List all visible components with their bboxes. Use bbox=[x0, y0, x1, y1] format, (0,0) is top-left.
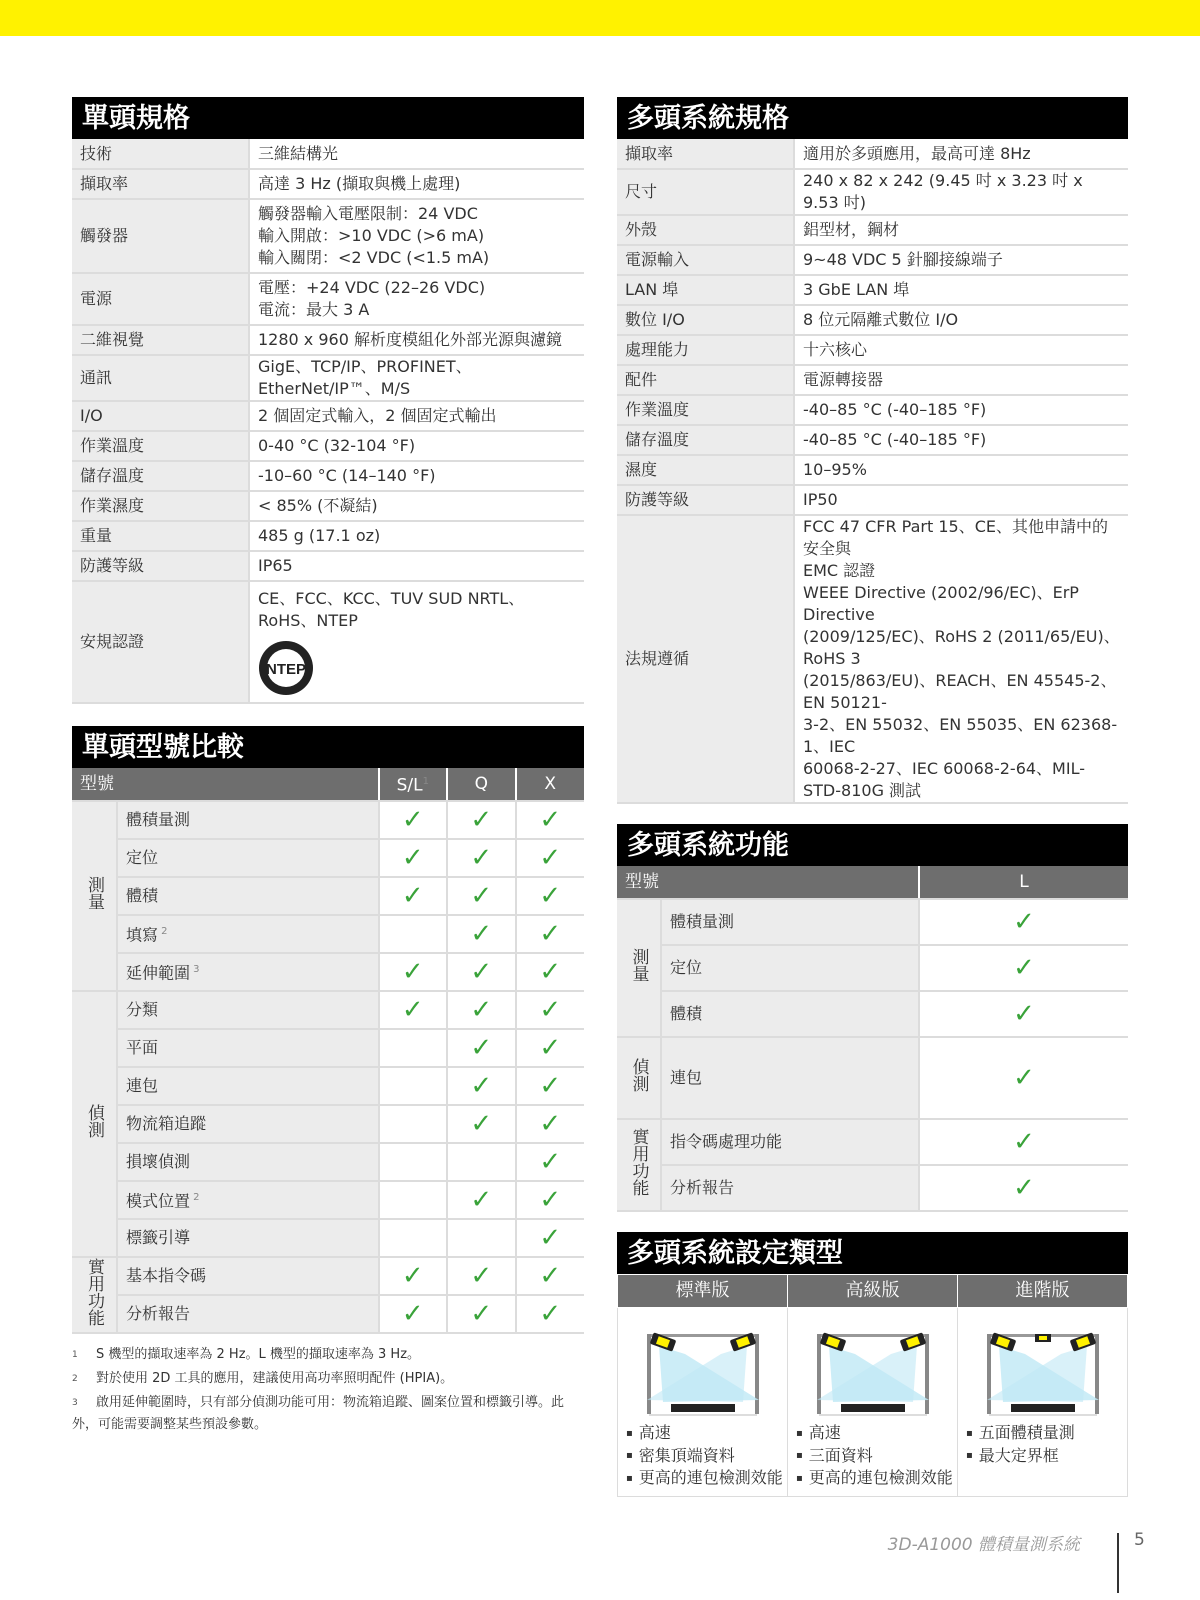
spec-row bbox=[72, 551, 584, 581]
spec-row bbox=[617, 335, 1128, 365]
spec-label: 電源輸入 bbox=[617, 245, 794, 275]
spec-label: 作業濕度 bbox=[72, 491, 249, 521]
spec-value bbox=[249, 325, 584, 355]
footnote-text: S 機型的擷取速率為 2 Hz。L 機型的擷取速率為 3 Hz。 bbox=[96, 1347, 421, 1362]
right-column bbox=[617, 97, 1128, 1497]
spec-row bbox=[72, 139, 584, 169]
check-icon: ✓ bbox=[919, 1119, 1128, 1165]
footnote-ref: 2 bbox=[189, 1192, 200, 1204]
feature-label: 體積 bbox=[661, 991, 919, 1037]
feature-text: 體積量測 bbox=[125, 810, 190, 829]
spec-value-line: 3-2、EN 55032、EN 55035、EN 62368-1、IEC bbox=[803, 715, 1118, 756]
compare-row bbox=[72, 801, 584, 839]
col-x: X bbox=[516, 768, 585, 801]
spec-value-line: 電源轉接器 bbox=[803, 370, 884, 389]
spec-value bbox=[794, 425, 1128, 455]
spec-value bbox=[249, 551, 584, 581]
type-bullet: ▪ 更高的連包檢測效能 bbox=[810, 1467, 957, 1490]
feature-row bbox=[617, 1037, 1128, 1119]
spec-label: 安規認證 bbox=[72, 581, 249, 703]
spec-value-line: 適用於多頭應用，最高可達 8Hz bbox=[803, 143, 1031, 163]
feature-text: 分析報告 bbox=[125, 1304, 190, 1323]
spec-label: 通訊 bbox=[72, 355, 249, 401]
type-bullet: ▪ 三面資料 bbox=[810, 1445, 957, 1468]
empty-cell bbox=[447, 1219, 515, 1257]
type-standard: 標準版 bbox=[618, 1275, 788, 1308]
spec-label: 技術 bbox=[72, 139, 249, 169]
feature-label bbox=[117, 877, 379, 915]
check-icon: ✓ bbox=[516, 801, 585, 839]
empty-cell bbox=[379, 1105, 447, 1143]
group-label-偵測 bbox=[617, 1037, 661, 1119]
footer-divider bbox=[1117, 1533, 1119, 1593]
feature-row bbox=[617, 945, 1128, 991]
spec-row bbox=[72, 199, 584, 273]
footnote-ref: 3 bbox=[189, 964, 200, 976]
left-column bbox=[72, 97, 584, 1438]
empty-cell bbox=[379, 1181, 447, 1219]
spec-value-line: -40–85 °C (-40–185 °F) bbox=[803, 430, 987, 449]
feature-label bbox=[117, 1181, 379, 1219]
group-label-測量 bbox=[617, 899, 661, 1037]
spec-row-cert bbox=[72, 581, 584, 703]
feature-label: 體積量測 bbox=[661, 899, 919, 945]
feature-text: 延伸範圍 bbox=[125, 963, 190, 983]
spec-value-line: 1280 x 960 解析度模組化外部光源與濾鏡 bbox=[258, 330, 562, 349]
spec-label: LAN 埠 bbox=[617, 275, 794, 305]
check-icon: ✓ bbox=[516, 1143, 585, 1181]
type-bullet: ▪ 高速 bbox=[640, 1422, 787, 1445]
feature-label: 定位 bbox=[661, 945, 919, 991]
spec-row bbox=[617, 139, 1128, 169]
spec-value bbox=[794, 215, 1128, 245]
group-label-text: 實用功能 bbox=[83, 1258, 104, 1326]
compare-row bbox=[72, 1295, 584, 1333]
check-icon: ✓ bbox=[516, 953, 585, 991]
check-icon: ✓ bbox=[379, 839, 447, 877]
check-icon: ✓ bbox=[447, 1257, 515, 1295]
spec-value-line: WEEE Directive (2002/96/EC)、ErP Directive bbox=[803, 583, 1079, 624]
spec-row bbox=[72, 169, 584, 199]
check-icon: ✓ bbox=[447, 991, 515, 1029]
feature-label bbox=[117, 839, 379, 877]
scanner-setup-diagram-icon bbox=[789, 1320, 957, 1420]
spec-value-line: 3 GbE LAN 埠 bbox=[803, 280, 910, 299]
feature-text: 填寫 bbox=[125, 925, 158, 945]
compare-row bbox=[72, 839, 584, 877]
feature-text: 分類 bbox=[125, 1000, 158, 1019]
feature-label: 連包 bbox=[661, 1037, 919, 1119]
spec-row bbox=[72, 431, 584, 461]
check-icon: ✓ bbox=[919, 945, 1128, 991]
compare-row bbox=[72, 1257, 584, 1295]
type-cell bbox=[788, 1308, 958, 1497]
top-accent-bar bbox=[0, 0, 1200, 36]
spec-label: 防護等級 bbox=[617, 485, 794, 515]
type-bullet: ▪ 五面體積量測 bbox=[980, 1422, 1127, 1445]
spec-label: 觸發器 bbox=[72, 199, 249, 273]
spec-value-line: FCC 47 CFR Part 15、CE、其他申請中的安全與 bbox=[803, 517, 1108, 558]
check-icon: ✓ bbox=[919, 1037, 1128, 1119]
footnote-ref: 2 bbox=[157, 926, 168, 938]
spec-value-line: 鋁型材，鋼材 bbox=[803, 220, 900, 239]
spec-value-line: 2 個固定式輸入，2 個固定式輸出 bbox=[258, 406, 497, 425]
check-icon: ✓ bbox=[516, 1219, 585, 1257]
footnotes bbox=[72, 1344, 584, 1436]
spec-value bbox=[794, 139, 1128, 169]
footnote-number: 1 bbox=[72, 1350, 78, 1360]
feature-text: 定位 bbox=[125, 848, 158, 867]
spec-value-line: 0-40 °C (32-104 °F) bbox=[258, 436, 416, 455]
check-icon: ✓ bbox=[379, 991, 447, 1029]
spec-row bbox=[617, 395, 1128, 425]
spec-label: 電源 bbox=[72, 273, 249, 325]
multi-features-title: 多頭系統功能 bbox=[617, 824, 1128, 866]
check-icon: ✓ bbox=[447, 953, 515, 991]
spec-row bbox=[617, 515, 1128, 803]
type-bullet: ▪ 密集頂端資料 bbox=[640, 1445, 787, 1468]
compare-row bbox=[72, 1029, 584, 1067]
spec-value-line: EMC 認證 bbox=[803, 561, 876, 580]
spec-value bbox=[794, 335, 1128, 365]
spec-value bbox=[249, 273, 584, 325]
col-q: Q bbox=[447, 768, 515, 801]
group-label-偵測 bbox=[72, 991, 117, 1257]
spec-label: 防護等級 bbox=[72, 551, 249, 581]
feature-text: 連包 bbox=[125, 1076, 158, 1095]
spec-value bbox=[794, 169, 1128, 215]
feature-row bbox=[617, 1119, 1128, 1165]
feature-label bbox=[117, 1143, 379, 1181]
check-icon: ✓ bbox=[447, 1181, 515, 1219]
feature-label bbox=[117, 953, 379, 991]
single-spec-title: 單頭規格 bbox=[72, 97, 584, 139]
empty-cell bbox=[379, 1067, 447, 1105]
check-icon: ✓ bbox=[516, 915, 585, 953]
spec-value bbox=[249, 355, 584, 401]
feature-text: 物流箱追蹤 bbox=[125, 1114, 206, 1133]
footnote-number: 2 bbox=[72, 1374, 78, 1384]
spec-row bbox=[617, 485, 1128, 515]
spec-row bbox=[72, 491, 584, 521]
spec-value-line: IP65 bbox=[258, 556, 293, 575]
check-icon: ✓ bbox=[919, 899, 1128, 945]
multi-types-title: 多頭系統設定類型 bbox=[617, 1232, 1128, 1274]
spec-value bbox=[249, 139, 584, 169]
group-label-測量 bbox=[72, 801, 117, 991]
model-label: 型號 bbox=[72, 768, 379, 801]
check-icon: ✓ bbox=[379, 953, 447, 991]
feature-row bbox=[617, 1165, 1128, 1211]
spec-label: 擷取率 bbox=[72, 169, 249, 199]
spec-label: 濕度 bbox=[617, 455, 794, 485]
spec-value-line: 60068-2-27、IEC 60068-2-64、MIL-STD-810G 測試 bbox=[803, 759, 1085, 800]
spec-value bbox=[249, 461, 584, 491]
spec-value-line: 高達 3 Hz (擷取與機上處理) bbox=[258, 174, 461, 193]
multi-features-table bbox=[617, 866, 1128, 1212]
feature-row bbox=[617, 899, 1128, 945]
multi-types-table bbox=[617, 1274, 1128, 1497]
empty-cell bbox=[379, 1219, 447, 1257]
spec-value bbox=[249, 581, 584, 703]
spec-value bbox=[794, 395, 1128, 425]
check-icon: ✓ bbox=[447, 915, 515, 953]
scanner-setup-diagram-icon bbox=[619, 1320, 787, 1420]
spec-value-line: 輸入開啟：>10 VDC (>6 mA) bbox=[258, 226, 485, 245]
compare-row bbox=[72, 1143, 584, 1181]
type-bullet: ▪ 高速 bbox=[810, 1422, 957, 1445]
spec-value-line: 240 x 82 x 242 (9.45 吋 x 3.23 吋 x 9.53 吋) bbox=[803, 171, 1083, 212]
type-bullet: ▪ 最大定界框 bbox=[980, 1445, 1127, 1468]
check-icon: ✓ bbox=[379, 1295, 447, 1333]
spec-value-line: IP50 bbox=[803, 490, 838, 509]
spec-value bbox=[249, 199, 584, 273]
spec-row bbox=[617, 245, 1128, 275]
spec-label: 作業溫度 bbox=[72, 431, 249, 461]
scanner-setup-diagram-icon bbox=[959, 1320, 1127, 1420]
spec-row bbox=[617, 425, 1128, 455]
spec-label: 尺寸 bbox=[617, 169, 794, 215]
footnote bbox=[72, 1392, 584, 1436]
feature-text: 標籤引導 bbox=[125, 1228, 190, 1247]
spec-value-line: 485 g (17.1 oz) bbox=[258, 526, 381, 545]
feature-label bbox=[117, 1067, 379, 1105]
spec-label: 擷取率 bbox=[617, 139, 794, 169]
feature-label bbox=[117, 1295, 379, 1333]
type-bullet: ▪ 更高的連包檢測效能 bbox=[640, 1467, 787, 1490]
spec-row bbox=[617, 275, 1128, 305]
feature-label bbox=[117, 1105, 379, 1143]
type-premium: 高級版 bbox=[788, 1275, 958, 1308]
col-sl: $S/L^1$ bbox=[379, 768, 447, 801]
group-label-實用功能 bbox=[72, 1257, 117, 1333]
spec-value bbox=[249, 401, 584, 431]
compare-row bbox=[72, 877, 584, 915]
check-icon: ✓ bbox=[447, 1105, 515, 1143]
empty-cell bbox=[379, 915, 447, 953]
empty-cell bbox=[379, 1143, 447, 1181]
footnote bbox=[72, 1368, 584, 1390]
spec-row bbox=[617, 365, 1128, 395]
single-compare-table bbox=[72, 768, 584, 1334]
compare-row bbox=[72, 1181, 584, 1219]
feature-label bbox=[117, 1257, 379, 1295]
spec-value-line: GigE、TCP/IP、PROFINET、EtherNet/IP™、M/S bbox=[258, 357, 472, 398]
check-icon: ✓ bbox=[516, 1181, 585, 1219]
footer-doc-title: 3D-A1000 體積量測系統 bbox=[887, 1535, 1080, 1555]
check-icon: ✓ bbox=[447, 801, 515, 839]
spec-label: 數位 I/O bbox=[617, 305, 794, 335]
spec-value bbox=[249, 431, 584, 461]
col-l: L bbox=[919, 866, 1128, 899]
feature-row bbox=[617, 991, 1128, 1037]
check-icon: ✓ bbox=[919, 1165, 1128, 1211]
feature-label bbox=[117, 1219, 379, 1257]
spec-label: 作業溫度 bbox=[617, 395, 794, 425]
spec-label: 配件 bbox=[617, 365, 794, 395]
feature-label bbox=[117, 801, 379, 839]
spec-row bbox=[617, 455, 1128, 485]
spec-row bbox=[617, 215, 1128, 245]
spec-value-line: (2015/863/EU)、REACH、EN 45545-2、EN 50121- bbox=[803, 671, 1117, 712]
group-label-實用功能 bbox=[617, 1119, 661, 1211]
empty-cell bbox=[447, 1143, 515, 1181]
group-label-text: 偵測 bbox=[83, 1104, 104, 1138]
feature-label bbox=[117, 1029, 379, 1067]
spec-value bbox=[794, 365, 1128, 395]
spec-value bbox=[794, 275, 1128, 305]
compare-row bbox=[72, 1067, 584, 1105]
spec-label: 處理能力 bbox=[617, 335, 794, 365]
footnote-text: 啟用延伸範圍時，只有部分偵測功能可用：物流箱追蹤、圖案位置和標籤引導。此外，可能需要調整某些預設參數。 bbox=[72, 1395, 565, 1432]
spec-row bbox=[72, 461, 584, 491]
spec-label: 重量 bbox=[72, 521, 249, 551]
check-icon: ✓ bbox=[447, 1029, 515, 1067]
spec-label: I/O bbox=[72, 401, 249, 431]
spec-row bbox=[72, 325, 584, 355]
check-icon: ✓ bbox=[379, 1257, 447, 1295]
check-icon: ✓ bbox=[516, 839, 585, 877]
spec-row bbox=[617, 305, 1128, 335]
check-icon: ✓ bbox=[919, 991, 1128, 1037]
type-cell bbox=[618, 1308, 788, 1497]
group-label-text: 實用功能 bbox=[628, 1128, 649, 1196]
compare-row bbox=[72, 991, 584, 1029]
spec-value-line: -40–85 °C (-40–185 °F) bbox=[803, 400, 987, 419]
footnote-number: 3 bbox=[72, 1398, 78, 1408]
feature-text: 基本指令碼 bbox=[125, 1266, 206, 1285]
spec-value-line: 8 位元隔離式數位 I/O bbox=[803, 310, 959, 329]
check-icon: ✓ bbox=[516, 1257, 585, 1295]
spec-value bbox=[794, 305, 1128, 335]
spec-value bbox=[794, 245, 1128, 275]
check-icon: ✓ bbox=[379, 877, 447, 915]
page-number: 5 bbox=[1134, 1530, 1145, 1550]
spec-label: 二維視覺 bbox=[72, 325, 249, 355]
feature-text: 模式位置 bbox=[125, 1191, 190, 1211]
spec-value bbox=[249, 521, 584, 551]
ntep-seal-icon bbox=[258, 640, 314, 696]
spec-value bbox=[794, 485, 1128, 515]
check-icon: ✓ bbox=[516, 1105, 585, 1143]
type-cell bbox=[958, 1308, 1128, 1497]
spec-label: 法規遵循 bbox=[617, 515, 794, 803]
spec-row bbox=[72, 273, 584, 325]
type-bullets bbox=[618, 1422, 787, 1490]
spec-value-line: 電壓：+24 VDC (22–26 VDC) bbox=[258, 278, 486, 297]
compare-header-row bbox=[72, 768, 584, 801]
model-label: 型號 bbox=[617, 866, 919, 899]
check-icon: ✓ bbox=[516, 877, 585, 915]
check-icon: ✓ bbox=[379, 801, 447, 839]
group-label-text: 測量 bbox=[83, 876, 104, 910]
feature-label bbox=[117, 915, 379, 953]
check-icon: ✓ bbox=[447, 1295, 515, 1333]
feature-text: 平面 bbox=[125, 1038, 158, 1057]
spec-value bbox=[249, 169, 584, 199]
compare-row bbox=[72, 1105, 584, 1143]
single-spec-table bbox=[72, 139, 584, 704]
spec-value-line: (2009/125/EC)、RoHS 2 (2011/65/EU)、RoHS 3 bbox=[803, 627, 1120, 668]
group-label-text: 偵測 bbox=[628, 1058, 649, 1092]
type-bullets bbox=[788, 1422, 957, 1490]
check-icon: ✓ bbox=[447, 839, 515, 877]
spec-label: 外殼 bbox=[617, 215, 794, 245]
type-advanced: 進階版 bbox=[958, 1275, 1128, 1308]
spec-value-line: -10–60 °C (14–140 °F) bbox=[258, 466, 436, 485]
feature-text: 體積 bbox=[125, 886, 158, 905]
check-icon: ✓ bbox=[516, 991, 585, 1029]
multi-spec-title: 多頭系統規格 bbox=[617, 97, 1128, 139]
spec-value-line: 9~48 VDC 5 針腳接線端子 bbox=[803, 250, 1003, 269]
spec-value-line: 電流：最大 3 A bbox=[258, 300, 370, 319]
spec-value-line: 觸發器輸入電壓限制：24 VDC bbox=[258, 204, 478, 223]
empty-cell bbox=[379, 1029, 447, 1067]
compare-row bbox=[72, 1219, 584, 1257]
cert-value: CE、FCC、KCC、TUV SUD NRTL、RoHS、NTEP bbox=[258, 589, 525, 630]
multi-spec-table bbox=[617, 139, 1128, 804]
spec-row bbox=[72, 401, 584, 431]
feature-label: 指令碼處理功能 bbox=[661, 1119, 919, 1165]
svg-text:NTEP: NTEP bbox=[265, 661, 307, 678]
single-compare-title: 單頭型號比較 bbox=[72, 726, 584, 768]
feature-label bbox=[117, 991, 379, 1029]
check-icon: ✓ bbox=[447, 877, 515, 915]
compare-row bbox=[72, 915, 584, 953]
features-header-row bbox=[617, 866, 1128, 899]
spec-row bbox=[617, 169, 1128, 215]
spec-value-line: 10–95% bbox=[803, 460, 867, 479]
feature-label: 分析報告 bbox=[661, 1165, 919, 1211]
spec-row bbox=[72, 355, 584, 401]
check-icon: ✓ bbox=[516, 1295, 585, 1333]
spec-value-line: 三維結構光 bbox=[258, 143, 339, 163]
check-icon: ✓ bbox=[447, 1067, 515, 1105]
spec-value-line: 十六核心 bbox=[803, 340, 868, 359]
footnote bbox=[72, 1344, 584, 1366]
type-bullets bbox=[958, 1422, 1127, 1467]
feature-text: 損壞偵測 bbox=[125, 1152, 190, 1171]
spec-value bbox=[794, 455, 1128, 485]
group-label-text: 測量 bbox=[628, 948, 649, 982]
spec-row bbox=[72, 521, 584, 551]
check-icon: ✓ bbox=[516, 1067, 585, 1105]
compare-row bbox=[72, 953, 584, 991]
spec-value-line: 輸入關閉：<2 VDC (<1.5 mA) bbox=[258, 248, 490, 267]
spec-value bbox=[794, 515, 1128, 803]
spec-label: 儲存溫度 bbox=[72, 461, 249, 491]
check-icon: ✓ bbox=[516, 1029, 585, 1067]
footnote-text: 對於使用 2D 工具的應用，建議使用高功率照明配件 (HPIA)。 bbox=[96, 1371, 454, 1386]
spec-value-line: < 85% (不凝結) bbox=[258, 496, 378, 515]
spec-label: 儲存溫度 bbox=[617, 425, 794, 455]
spec-value bbox=[249, 491, 584, 521]
